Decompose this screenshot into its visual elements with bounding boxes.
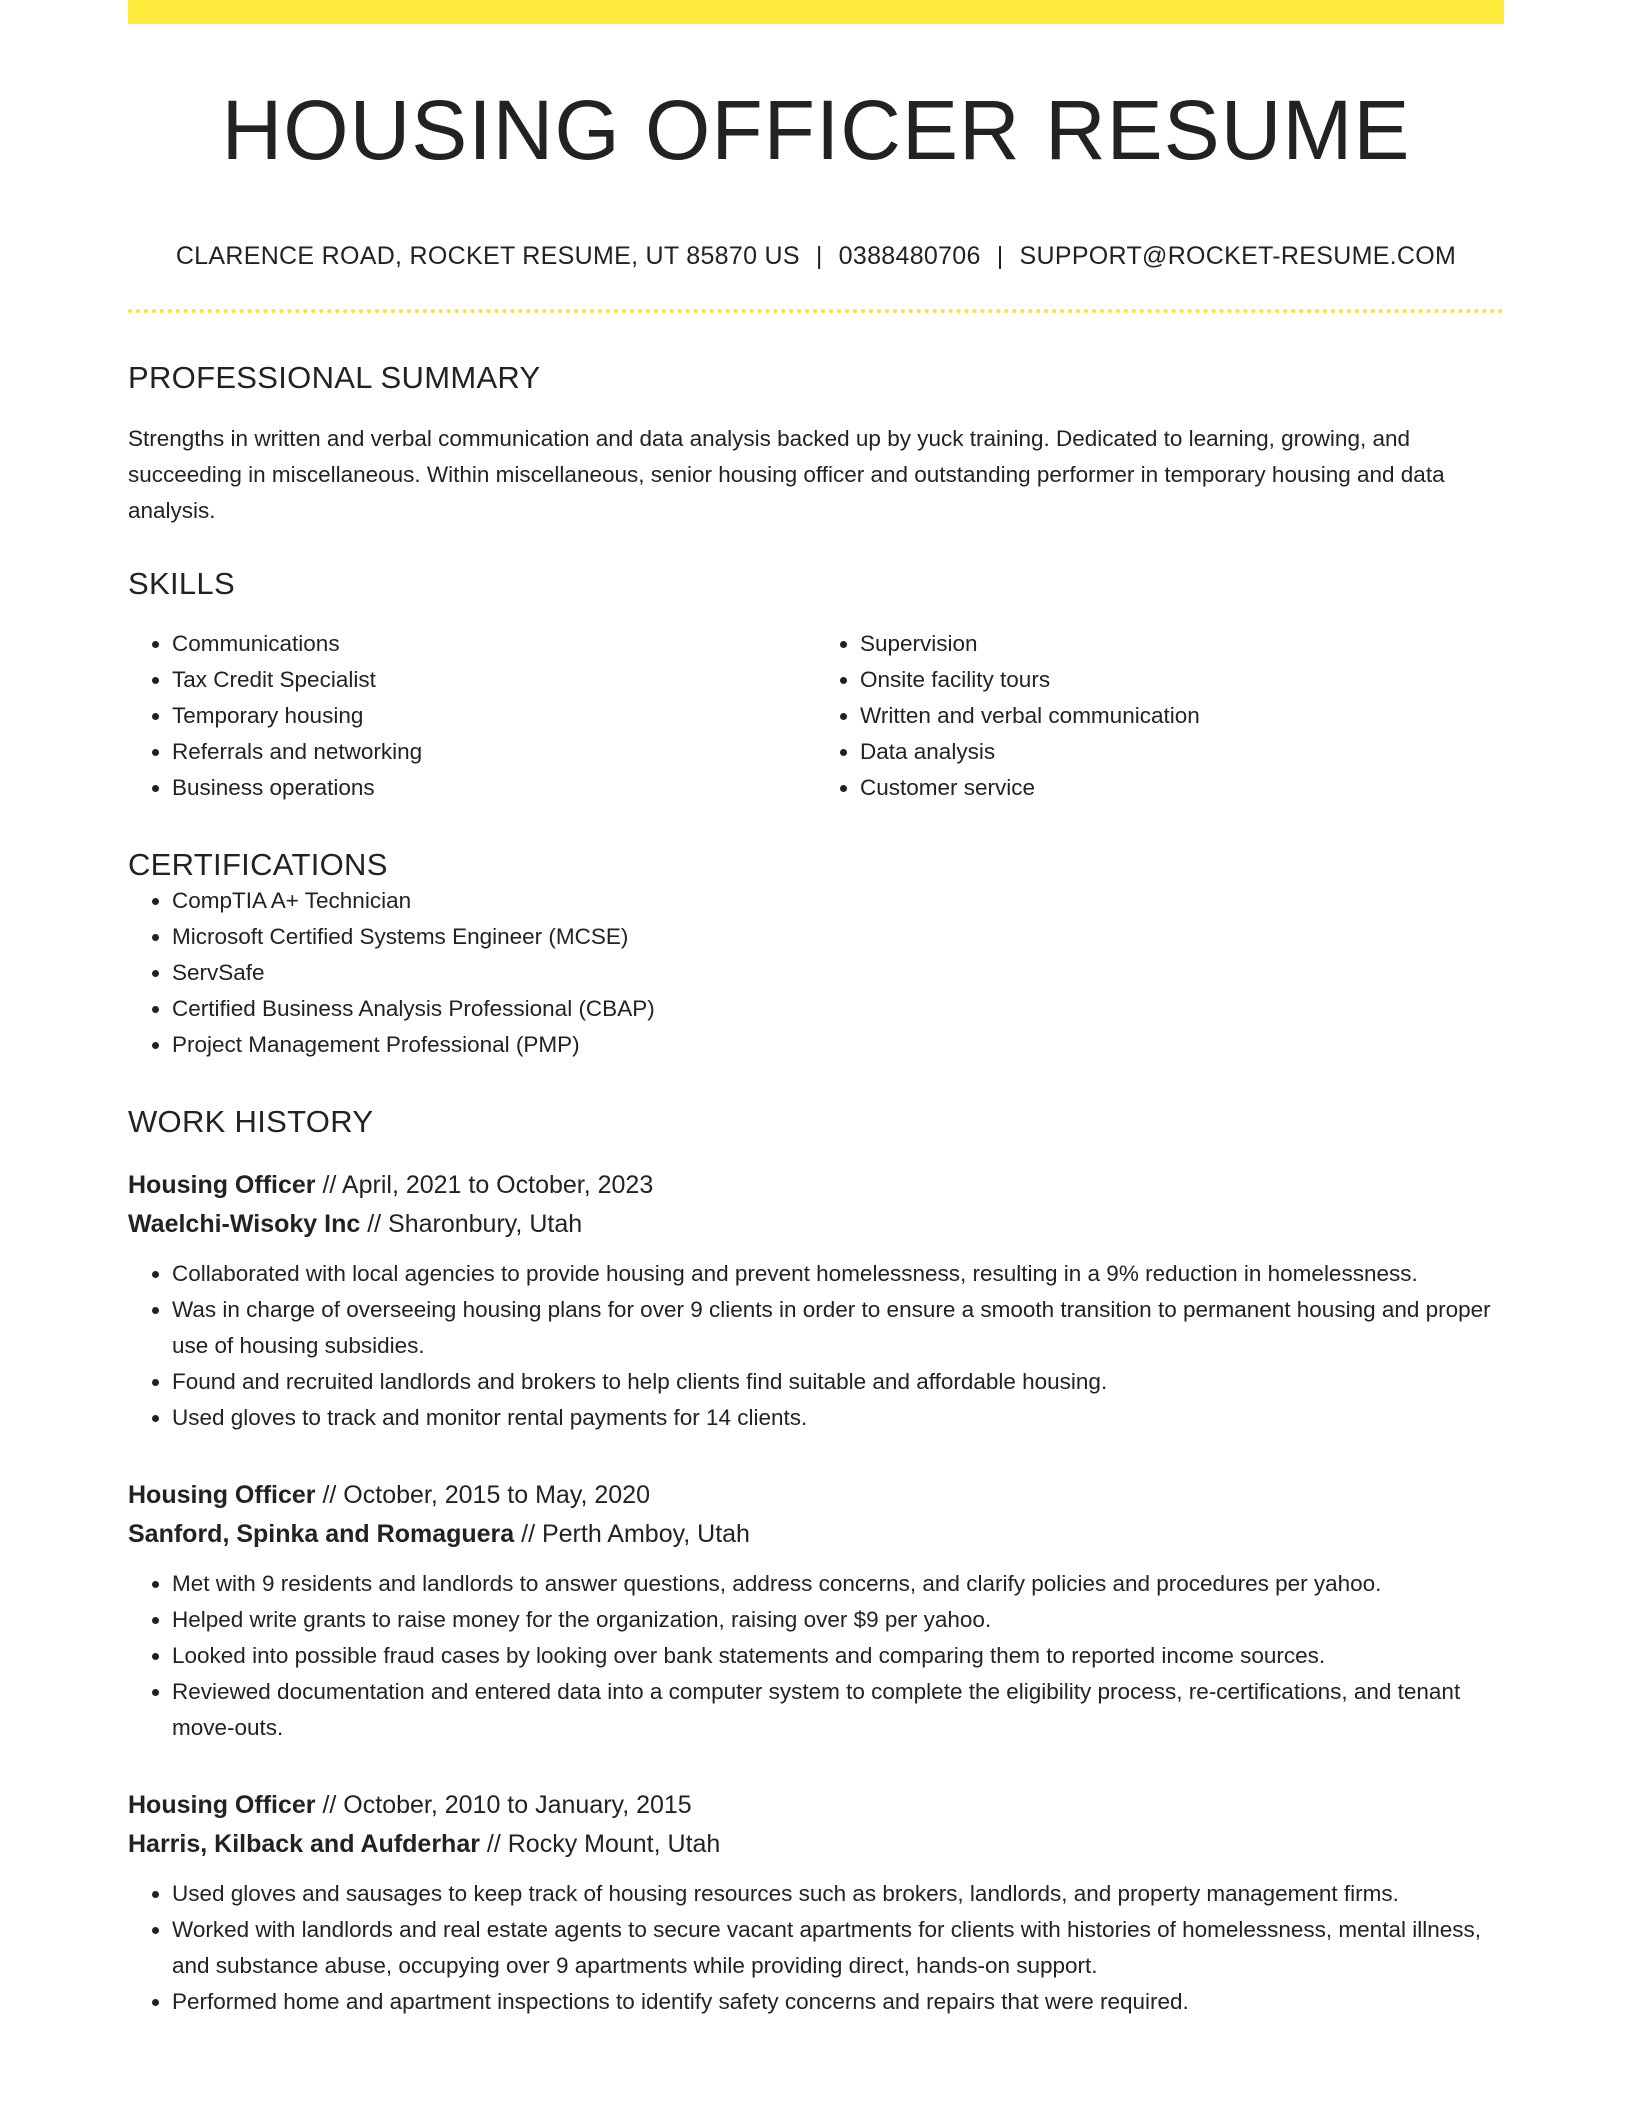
skill-item: • Tax Credit Specialist — [172, 662, 816, 698]
dotted-divider — [128, 309, 1504, 313]
job-bullets — [128, 1876, 1504, 2020]
resume-page — [128, 0, 1504, 2020]
skill-item: • Referrals and networking — [172, 734, 816, 770]
contact-address: CLARENCE ROAD, ROCKET RESUME, UT 85870 US — [175, 242, 800, 271]
job-role-line — [128, 1476, 1504, 1515]
contact-phone: 0388480706 — [838, 242, 981, 271]
work-history-heading: WORK HISTORY — [128, 1103, 374, 1139]
job-bullet: • Was in charge of overseeing housing plans for over 9 clients in order to ensure a smooth transition to permanent housing and proper use of housing subsidies. — [172, 1292, 1504, 1364]
job-entry — [128, 1476, 1504, 1746]
certifications-heading: CERTIFICATIONS — [128, 846, 388, 882]
job-bullet: • Used gloves to track and monitor rental payments for 14 clients. — [172, 1400, 1504, 1436]
skill-item: • Supervision — [860, 626, 1504, 662]
skills-list-right — [816, 626, 1504, 806]
job-company: Harris, Kilback and Aufderhar — [128, 1830, 480, 1859]
contact-separator: | — [815, 242, 823, 271]
skills-grid — [128, 626, 1504, 806]
job-location: // Sharonbury, Utah — [367, 1210, 583, 1239]
job-bullet: • Looked into possible fraud cases by looking over bank statements and comparing them to reported income sources. — [172, 1638, 1504, 1674]
job-location: // Perth Amboy, Utah — [521, 1520, 750, 1549]
skill-item: • Written and verbal communication — [860, 698, 1504, 734]
job-bullets — [128, 1256, 1504, 1436]
contact-line — [128, 242, 1504, 271]
job-company-line — [128, 1205, 1504, 1244]
job-bullet: • Worked with landlords and real estate agents to secure vacant apartments for clients with histories of homelessness, mental illness, and substance abuse, occupying over 9 apartments while providing direct, hands-on support. — [172, 1912, 1504, 1984]
job-bullet: • Performed home and apartment inspections to identify safety concerns and repairs that were required. — [172, 1984, 1504, 2020]
certification-item: • Microsoft Certified Systems Engineer (MCSE) — [172, 919, 1504, 955]
certification-item: • Project Management Professional (PMP) — [172, 1027, 1504, 1063]
job-bullet: • Helped write grants to raise money for the organization, raising over $9 per yahoo. — [172, 1602, 1504, 1638]
job-bullet: • Used gloves and sausages to keep track of housing resources such as brokers, landlords, and property management firms. — [172, 1876, 1504, 1912]
skill-item: • Business operations — [172, 770, 816, 806]
contact-email: SUPPORT@ROCKET-RESUME.COM — [1019, 242, 1457, 271]
skills-heading: SKILLS — [128, 565, 235, 601]
contact-separator: | — [996, 242, 1004, 271]
job-company-line — [128, 1825, 1504, 1864]
job-company: Sanford, Spinka and Romaguera — [128, 1520, 515, 1549]
job-role-line — [128, 1786, 1504, 1825]
job-bullet: • Reviewed documentation and entered data into a computer system to complete the eligibility process, re-certifications, and tenant move-outs. — [172, 1674, 1504, 1746]
resume-title: HOUSING OFFICER RESUME — [221, 83, 1411, 177]
skill-item: • Customer service — [860, 770, 1504, 806]
job-role: Housing Officer — [128, 1791, 316, 1820]
summary-heading: PROFESSIONAL SUMMARY — [128, 360, 541, 396]
job-location: // Rocky Mount, Utah — [486, 1830, 721, 1859]
certification-item: • Certified Business Analysis Professional (CBAP) — [172, 991, 1504, 1027]
job-role: Housing Officer — [128, 1171, 316, 1200]
certification-item: • CompTIA A+ Technician — [172, 883, 1504, 919]
job-entry — [128, 1786, 1504, 2020]
job-role: Housing Officer — [128, 1481, 316, 1510]
job-dates: // April, 2021 to October, 2023 — [322, 1171, 654, 1200]
job-bullet: • Collaborated with local agencies to provide housing and prevent homelessness, resulting in a 9% reduction in homelessness. — [172, 1256, 1504, 1292]
job-dates: // October, 2015 to May, 2020 — [322, 1481, 650, 1510]
job-dates: // October, 2010 to January, 2015 — [322, 1791, 692, 1820]
skill-item: • Data analysis — [860, 734, 1504, 770]
job-bullet: • Met with 9 residents and landlords to answer questions, address concerns, and clarify policies and procedures per yahoo. — [172, 1566, 1504, 1602]
job-bullet: • Found and recruited landlords and brokers to help clients find suitable and affordable housing. — [172, 1364, 1504, 1400]
skill-item: • Temporary housing — [172, 698, 816, 734]
certifications-list — [128, 883, 1504, 1063]
summary-text: Strengths in written and verbal communication and data analysis backed up by yuck training. Dedicated to learning, growing, and succeeding in miscellaneous. Within miscellaneous, senior housing officer and outstanding performer in temporary housing and data analysis. — [128, 425, 1445, 523]
job-bullets — [128, 1566, 1504, 1746]
job-role-line — [128, 1166, 1504, 1205]
job-entry — [128, 1166, 1504, 1436]
skill-item: • Onsite facility tours — [860, 662, 1504, 698]
skills-list-left — [128, 626, 816, 806]
certification-item: • ServSafe — [172, 955, 1504, 991]
job-company-line — [128, 1515, 1504, 1554]
skill-item: • Communications — [172, 626, 816, 662]
accent-bar — [128, 0, 1504, 24]
job-company: Waelchi-Wisoky Inc — [128, 1210, 361, 1239]
